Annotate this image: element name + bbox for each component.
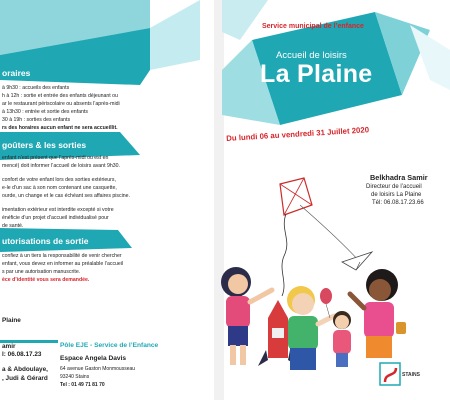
director-line: de loisirs La Plaine <box>371 192 422 198</box>
children-illustration <box>221 267 406 370</box>
left-footer-contact-name: amir <box>2 343 16 350</box>
kite-illustration <box>280 178 360 296</box>
pole-subtitle: Espace Angela Davis <box>60 355 127 362</box>
pole-address-line: 93240 Stains <box>60 374 90 380</box>
pole-phone: Tel : 01 49 71 81 70 <box>60 382 105 388</box>
autorisations-line: confiez à un tiers la responsabilité de venir chercher <box>2 253 122 259</box>
gouters-line: e-le d’un sac à son nom contenant une casquette, <box>2 185 117 191</box>
accueil-label: Accueil de loisirs <box>276 50 347 61</box>
gouters-line: imentation extérieur est interdite excepté si votre <box>2 207 114 213</box>
paper-plane-illustration <box>342 252 372 270</box>
pole-address-line: 64 avenue Gaston Monmousseau <box>60 366 136 372</box>
autorisations-line: enfant, vous devez en informer au préalable l’accueil <box>2 261 124 267</box>
gouters-line: mencé) doit informer l’accueil de loisirs avant 9h30. <box>2 163 120 169</box>
gouters-line: ourde, un change et le cas échéant ses affaires piscine. <box>2 193 130 199</box>
left-footer-title: Plaine <box>2 317 21 324</box>
horaires-line: à 13h30 : entrée et sortie des enfants <box>2 109 88 115</box>
left-footer-names: a & Abdoulaye, <box>2 366 48 373</box>
right-corner-light <box>222 0 268 40</box>
autorisations-line: s par une autorisation manuscrite. <box>2 269 81 275</box>
stains-logo-text: STAINS <box>402 372 420 378</box>
gouters-line: enfant n’est présent que l’après-midi ou est en <box>2 155 109 161</box>
stains-logo-mark <box>380 363 400 385</box>
gouters-heading: goûters & les sorties <box>2 140 87 150</box>
page-title: La Plaine <box>260 60 373 88</box>
director-phone: Tél: 06.08.17.23.66 <box>372 200 424 206</box>
horaires-warning: rs des horaires aucun enfant ne sera accueillit. <box>2 125 118 131</box>
horaires-line: à 9h30 : accueils des enfants <box>2 85 70 91</box>
left-footer-contact-phone: l: 06.08.17.23 <box>2 351 42 358</box>
date-range: Du lundi 06 au vendredi 31 Juillet 2020 <box>226 125 370 143</box>
horaires-line: ar le restaurant périscolaire ou absents l’après-midi <box>2 101 120 107</box>
service-label: Service municipal de l’enfance <box>262 23 364 30</box>
gouters-line: de santé. <box>2 223 24 229</box>
horaires-line: 30 à 19h : sorties des enfants <box>2 117 71 123</box>
director-line: Directeur de l’accueil <box>366 184 422 190</box>
autorisations-heading: utorisations de sortie <box>2 236 89 246</box>
autorisations-id-warning: èce d’identité vous sera demandée. <box>2 277 90 283</box>
horaires-line: h à 12h : sortie et entrée des enfants déjeunant ou <box>2 93 118 99</box>
left-footer-names: , Judi & Gérard <box>2 375 48 382</box>
horaires-heading: oraires <box>2 68 31 78</box>
gouters-line: confort de votre enfant lors des sorties extérieurs, <box>2 177 116 183</box>
left-top-light-shape <box>150 0 200 70</box>
pole-title: Pôle EJE - Service de l’Enfance <box>60 342 159 349</box>
director-name: Belkhadra Samir <box>370 173 428 182</box>
fold-divider <box>214 0 224 400</box>
gouters-line: énéficie d’un projet d’accueil individualisé pour <box>2 215 109 221</box>
